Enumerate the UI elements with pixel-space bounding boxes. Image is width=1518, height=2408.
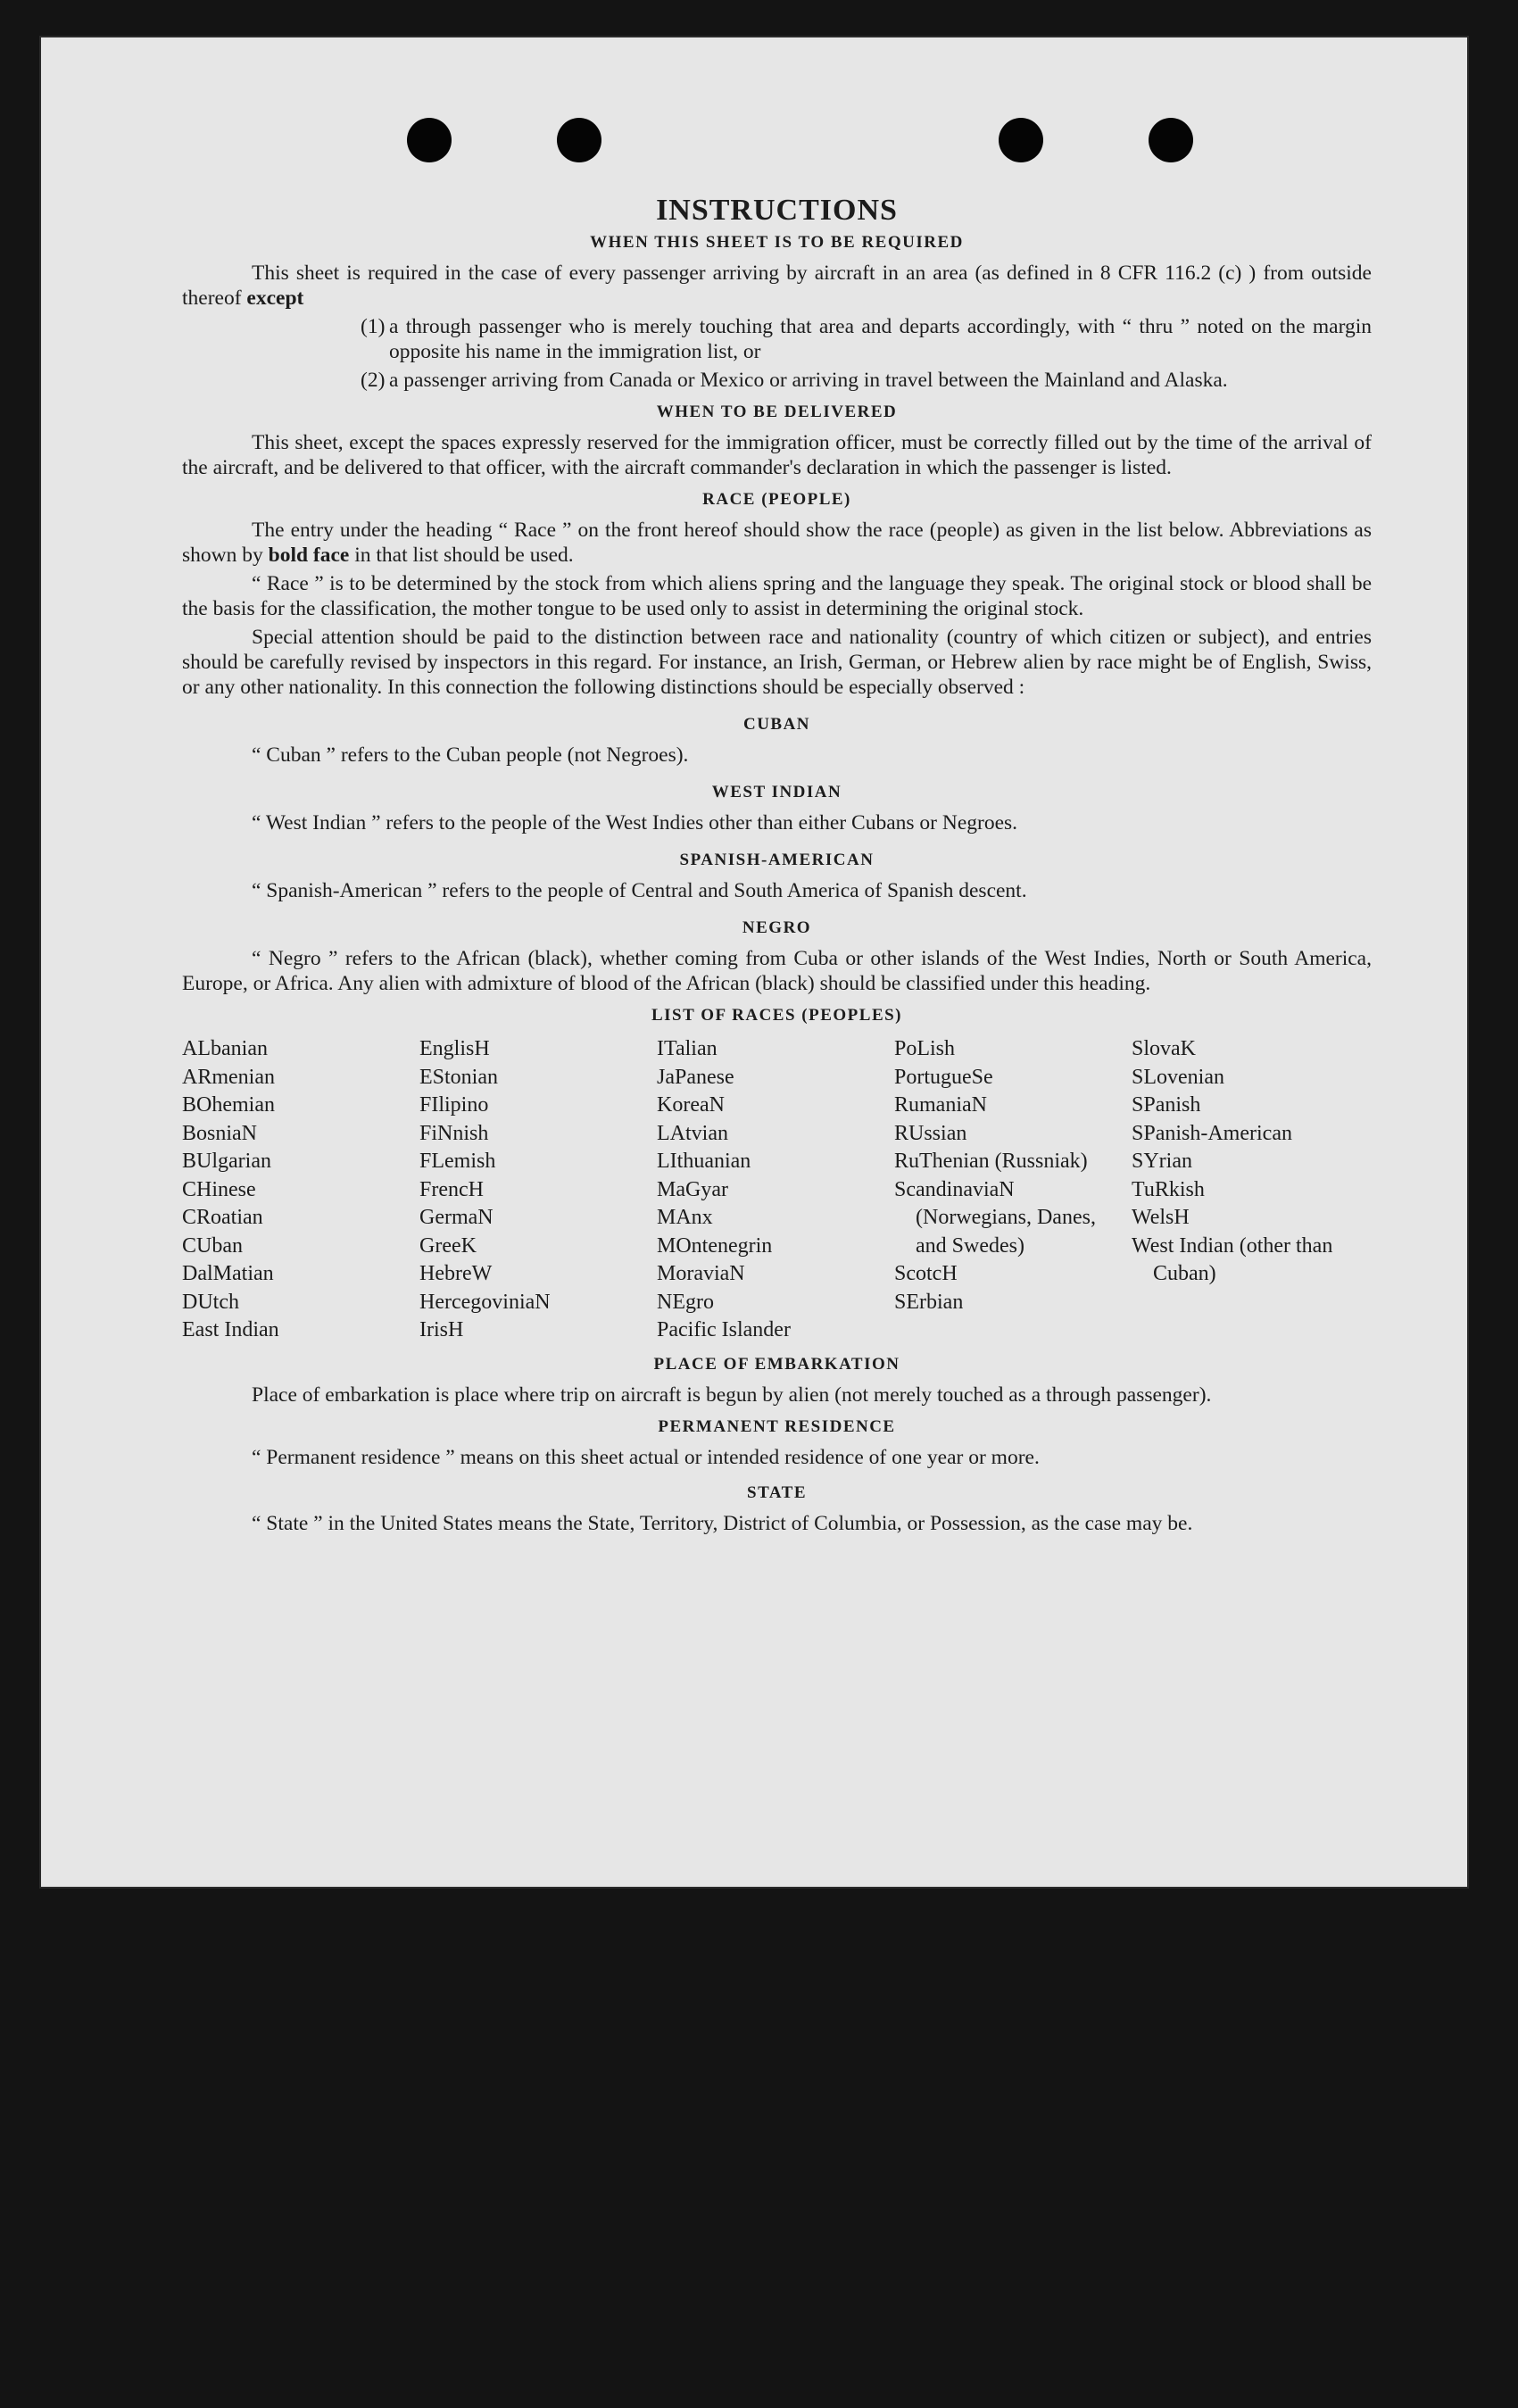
heading-race: RACE (PEOPLE): [702, 490, 851, 509]
race-item: HebreW: [419, 1262, 493, 1285]
paragraph-race-2: “ Race ” is to be determined by the stock from which aliens spring and the language they speak. The original stock or blood shall be the basis for the classification, the mother tongue to be used only to assist in determining the original stock.: [182, 572, 1372, 620]
paragraph-residence: “ Permanent residence ” means on this sheet actual or intended residence of one year or more.: [252, 1445, 1040, 1469]
heading-embarkation: PLACE OF EMBARKATION: [653, 1354, 900, 1374]
heading-negro: NEGRO: [742, 918, 812, 937]
instructions-text: [182, 155, 1372, 1540]
race-item: ARmenian: [182, 1065, 275, 1089]
race-item: FIlipino: [419, 1093, 489, 1117]
race-item: MoraviaN: [657, 1262, 745, 1285]
race-item: RuThenian (Russniak): [894, 1150, 1088, 1173]
races-column: [419, 1035, 657, 1345]
paragraph-race-3: Special attention should be paid to the distinction between race and nationality (country of which citizen or subject), and entries should be carefully revised by inspectors in this regard. For instance, an Irish, German, or Hebrew alien by race might be of English, Swiss, or any other nationality. In this connection the following distinctions should be especially observed :: [182, 626, 1372, 699]
race-item: SPanish-American: [1132, 1121, 1292, 1145]
race-item: PoLish: [894, 1037, 956, 1060]
race-item: GermaN: [419, 1206, 494, 1229]
race-item: BUlgarian: [182, 1150, 271, 1173]
race-item: SlovaK: [1132, 1037, 1196, 1060]
heading-state: STATE: [747, 1482, 807, 1502]
race-item: BOhemian: [182, 1093, 275, 1117]
paragraph-negro: “ Negro ” refers to the African (black), whether coming from Cuba or other islands of the West Indies, North or South America, Europe, or Africa. Any alien with admixture of blood of the African (black) should be classified under this heading.: [182, 947, 1372, 995]
list-item: (2) a passenger arriving from Canada or Mexico or arriving in travel between the Mainland and Alaska.: [361, 369, 1228, 392]
race-item: SLovenian: [1132, 1065, 1224, 1089]
race-item: SYrian: [1132, 1150, 1192, 1173]
race-item: ITalian: [657, 1037, 718, 1060]
race-item: PortugueSe: [894, 1065, 993, 1089]
heading-residence: PERMANENT RESIDENCE: [658, 1416, 896, 1436]
heading-cuban: CUBAN: [742, 715, 811, 734]
paragraph-embarkation: Place of embarkation is place where trip on aircraft is begun by alien (not merely touched as a through passenger).: [252, 1383, 1212, 1407]
race-item: BosniaN: [182, 1121, 257, 1145]
race-item: ALbanian: [182, 1037, 268, 1060]
race-item: IrisH: [419, 1318, 464, 1341]
paragraph-race-1: The entry under the heading “ Race ” on the front hereof should show the race (people) as given in the list below. Abbreviations as shown by bold face in that list should be used.: [182, 519, 1372, 567]
heading-list-of-races: LIST OF RACES (PEOPLES): [651, 1006, 903, 1025]
race-item: FLemish: [419, 1150, 496, 1173]
heading-when-delivered: WHEN TO BE DELIVERED: [656, 403, 898, 421]
race-item: MOntenegrin: [657, 1233, 773, 1258]
race-item: KoreaN: [657, 1093, 725, 1117]
race-item: RUssian: [894, 1121, 967, 1145]
race-item: SPanish: [1132, 1093, 1201, 1117]
race-item: WelsH: [1132, 1206, 1190, 1229]
race-item: CRoatian: [182, 1206, 263, 1229]
paragraph-spanish-american: “ Spanish-American ” refers to the people of Central and South America of Spanish descent.: [252, 879, 1027, 902]
race-item: FrencH: [419, 1177, 484, 1201]
race-item: ScandinaviaN (Norwegians, Danes, and Swedes): [894, 1177, 1096, 1258]
heading-when-required: WHEN THIS SHEET IS TO BE REQUIRED: [590, 233, 964, 252]
races-column: [894, 1035, 1132, 1345]
paragraph-required: This sheet is required in the case of every passenger arriving by aircraft in an area (as defined in 8 CFR 116.2 (c) ) from outside thereof except: [182, 262, 1372, 310]
heading-west-indian: WEST INDIAN: [711, 783, 842, 801]
heading-spanish-american: SPANISH-AMERICAN: [679, 851, 875, 869]
race-item: EnglisH: [419, 1037, 490, 1060]
race-item: MaGyar: [657, 1177, 728, 1201]
paragraph-state: “ State ” in the United States means the State, Territory, District of Columbia, or Possession, as the case may be.: [252, 1511, 1193, 1535]
race-item: EStonian: [419, 1065, 498, 1089]
page-title: INSTRUCTIONS: [656, 194, 898, 227]
race-item: JaPanese: [657, 1065, 734, 1089]
race-item: GreeK: [419, 1233, 477, 1258]
race-item: RumaniaN: [894, 1093, 987, 1117]
paragraph-cuban: “ Cuban ” refers to the Cuban people (not Negroes).: [252, 743, 689, 767]
race-item: CHinese: [182, 1177, 256, 1201]
race-item: HercegoviniaN: [419, 1290, 551, 1314]
race-item: LAtvian: [657, 1121, 728, 1145]
race-item: ScotcH: [894, 1262, 958, 1285]
list-item: (1) a through passenger who is merely touching that area and departs accordingly, with “ thru ” noted on the margin opposite his name in the immigration list, or: [361, 315, 1372, 363]
paragraph-west-indian: “ West Indian ” refers to the people of the West Indies other than either Cubans or Negroes.: [252, 811, 1018, 834]
race-item: LIthuanian: [657, 1150, 751, 1173]
race-item: SErbian: [894, 1290, 964, 1314]
race-item: Pacific Islander: [657, 1318, 791, 1341]
race-item: DUtch: [182, 1290, 239, 1314]
paragraph-delivered: This sheet, except the spaces expressly reserved for the immigration officer, must be correctly filled out by the time of the arrival of the aircraft, and be delivered to that officer, with the aircraft commander's declaration in which the passenger is listed.: [182, 431, 1372, 479]
race-item: West Indian (other than Cuban): [1132, 1233, 1333, 1285]
race-item: MAnx: [657, 1206, 713, 1229]
race-item: DalMatian: [182, 1262, 274, 1285]
races-column: [1132, 1035, 1369, 1345]
races-column: [182, 1035, 419, 1345]
race-item: East Indian: [182, 1318, 279, 1341]
race-item: TuRkish: [1132, 1177, 1205, 1201]
races-column: [657, 1035, 894, 1345]
races-list: [182, 1035, 1372, 1345]
race-item: CUban: [182, 1233, 243, 1258]
race-item: NEgro: [657, 1290, 714, 1314]
race-item: FiNnish: [419, 1121, 489, 1145]
document-page: [41, 37, 1467, 1887]
